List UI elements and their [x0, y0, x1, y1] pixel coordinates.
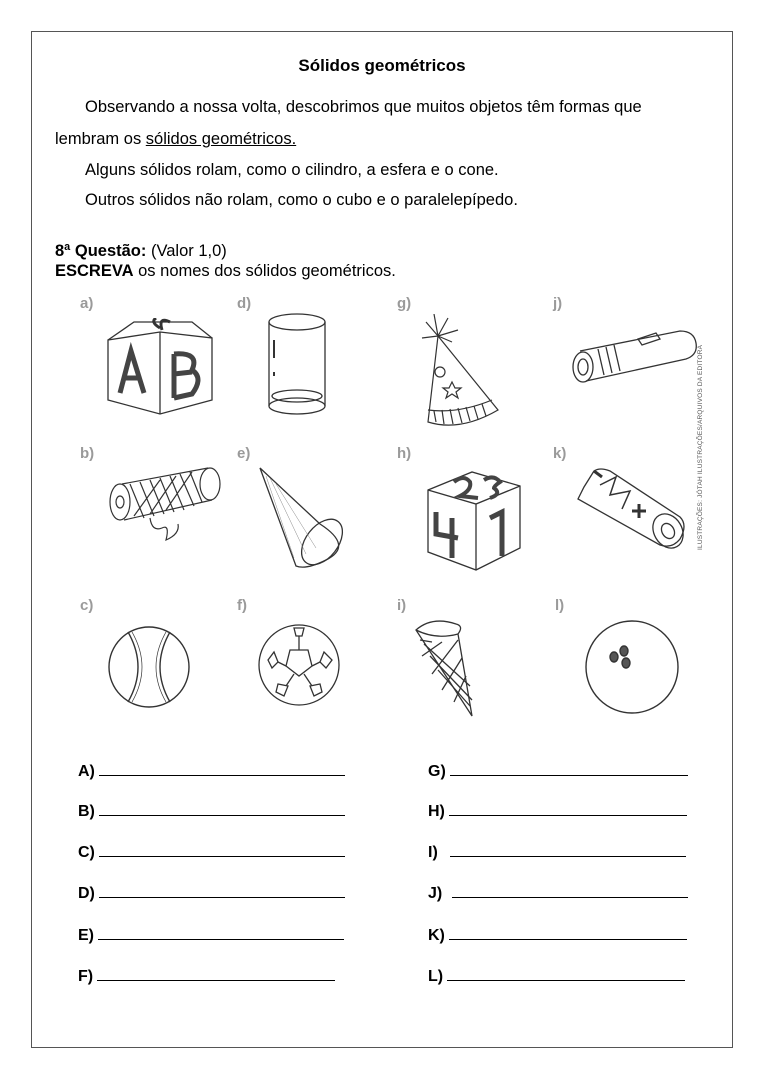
answer-label: D): [78, 885, 95, 902]
flashlight-cylinder-image: [568, 325, 703, 390]
illustration-credit: ILUSTRAÇÕES: JÓTAH ILUSTRAÇÕES/ARQUIVOS DA EDITORA: [697, 344, 704, 550]
answer-label: G): [428, 763, 446, 780]
answer-label: E): [78, 927, 94, 944]
thread-spool-image: [100, 462, 230, 547]
figure-label-e: e): [237, 445, 251, 462]
answer-label: A): [78, 763, 95, 780]
question-label: 8ª Questão:: [55, 242, 147, 260]
question-instruction: [55, 261, 396, 281]
party-hat-cone-image: [418, 314, 503, 429]
answer-blank-f[interactable]: [97, 965, 335, 981]
answer-row-d: [78, 882, 345, 903]
answer-blank-e[interactable]: [98, 924, 344, 940]
intro-paragraph-2: Alguns sólidos rolam, como o cilindro, a esfera e o cone.: [85, 161, 499, 179]
answer-label: J): [428, 885, 443, 902]
answer-label: L): [428, 968, 444, 985]
figure-label-b: b): [80, 445, 95, 462]
intro-paragraph-1a: Observando a nossa volta, descobrimos que muitos objetos têm formas que: [85, 98, 642, 116]
soccer-ball-sphere-image: [254, 620, 344, 710]
answer-row-g: [428, 760, 688, 781]
answer-row-a: [78, 760, 345, 781]
answer-row-l: [428, 965, 685, 986]
number-block-cube-image: [424, 464, 524, 574]
figure-label-f: f): [237, 597, 247, 614]
page-title: Sólidos geométricos: [298, 56, 466, 75]
answer-label: B): [78, 803, 95, 820]
answer-label: I): [428, 844, 438, 861]
figure-label-h: h): [397, 445, 412, 462]
intro-prefix: lembram os: [55, 130, 146, 148]
answer-row-e: [78, 924, 344, 945]
answer-row-c: [78, 841, 345, 862]
answer-row-f: [78, 965, 335, 986]
answer-row-h: [428, 800, 687, 821]
abc-block-cube-image: [100, 318, 220, 418]
figure-label-g: g): [397, 295, 412, 312]
answer-blank-j[interactable]: [452, 882, 688, 898]
answer-blank-a[interactable]: [99, 760, 345, 776]
battery-cylinder-image: [570, 465, 690, 550]
answer-label: F): [78, 968, 94, 985]
answer-row-j: [428, 882, 688, 903]
question-value: (Valor 1,0): [150, 242, 227, 260]
answer-blank-d[interactable]: [99, 882, 345, 898]
instruction-verb: ESCREVA: [55, 262, 134, 280]
answer-row-i: [428, 841, 686, 862]
intro-paragraph-1b: [55, 129, 296, 149]
answer-label: K): [428, 927, 445, 944]
answer-blank-i[interactable]: [450, 841, 686, 857]
answer-blank-k[interactable]: [449, 924, 687, 940]
answer-label: C): [78, 844, 95, 861]
figure-label-j: j): [553, 295, 563, 312]
figure-label-l: l): [555, 597, 565, 614]
answer-blank-l[interactable]: [447, 965, 685, 981]
glass-cylinder-image: [262, 310, 332, 420]
figure-label-k: k): [553, 445, 567, 462]
bowling-ball-sphere-image: [582, 617, 682, 717]
answer-blank-c[interactable]: [99, 841, 345, 857]
figure-label-c: c): [80, 597, 94, 614]
instruction-text: os nomes dos sólidos geométricos.: [133, 262, 396, 280]
answer-blank-b[interactable]: [99, 800, 345, 816]
figure-label-a: a): [80, 295, 94, 312]
answer-row-k: [428, 924, 687, 945]
tennis-ball-sphere-image: [104, 622, 194, 712]
underlined-term: sólidos geométricos.: [145, 130, 297, 148]
question-header: [55, 241, 227, 261]
answer-blank-g[interactable]: [450, 760, 688, 776]
ice-cream-cone-image: [412, 616, 482, 721]
answer-label: H): [428, 803, 445, 820]
figure-label-i: i): [397, 597, 407, 614]
intro-paragraph-3: Outros sólidos não rolam, como o cubo e o paralelepípedo.: [85, 191, 518, 209]
cone-image: [256, 462, 356, 572]
answer-row-b: [78, 800, 345, 821]
figure-label-d: d): [237, 295, 252, 312]
answer-blank-h[interactable]: [449, 800, 687, 816]
